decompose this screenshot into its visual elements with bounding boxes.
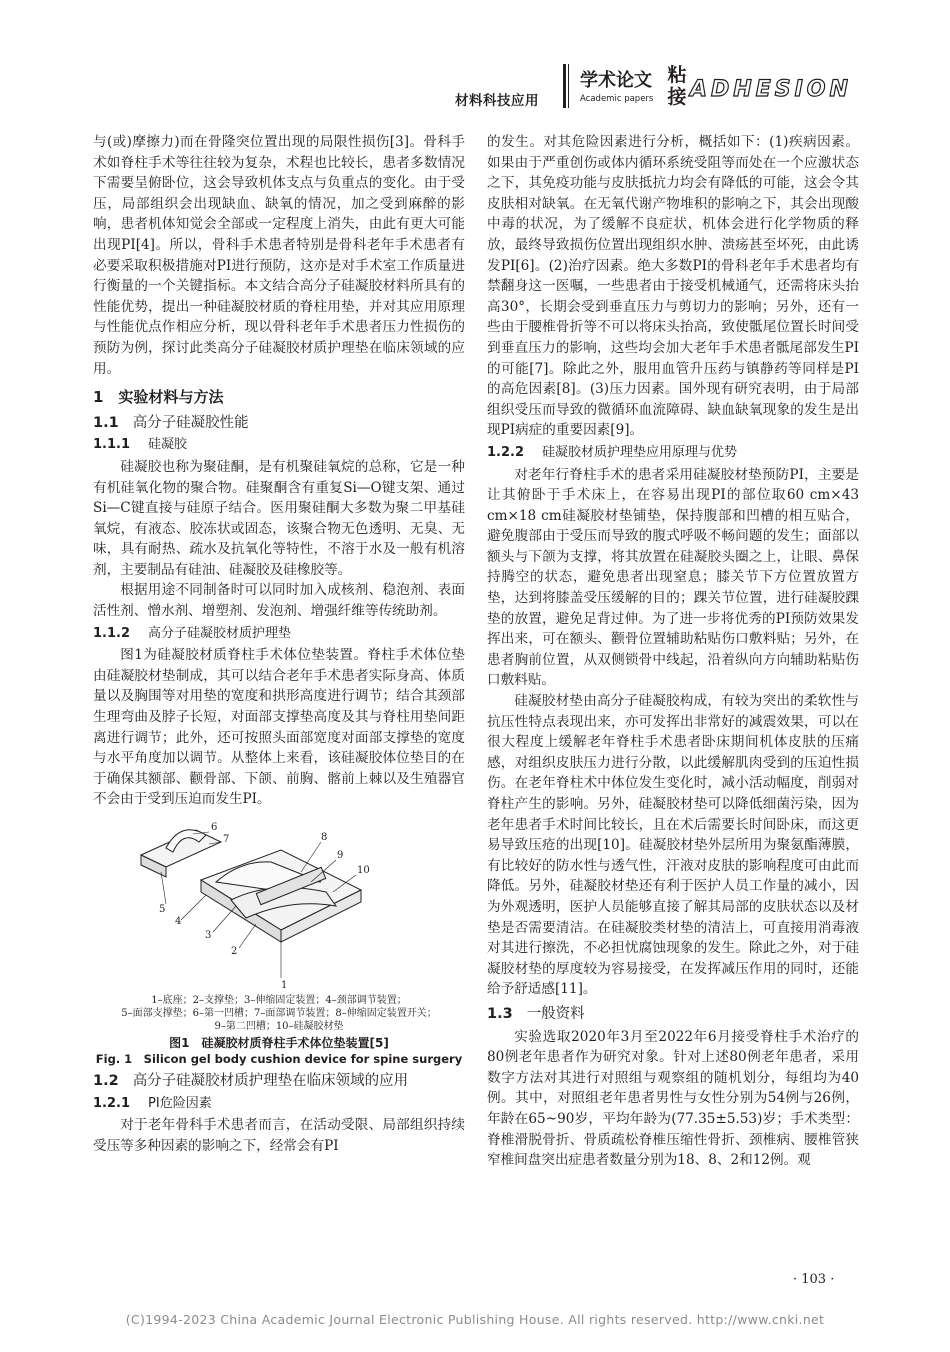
fig-label-10: 10 bbox=[357, 865, 370, 876]
paragraph: 的发生。对其危险因素进行分析，概括如下：(1)疾病因素。如果由于严重创伤或体内循环系统受阻等而处在一个应激状态之下，其免疫功能与皮肤抵抗力均会有降低的可能，这会令其皮肤相对缺氧。在无氧代谢产物堆积的影响之下，其会出现酸中毒的状况，为了缓解不良症状，机体会进行化学物质的释放，最终导致损伤位置出现组织水肿、溃疡甚至坏死，由此诱发PI[6]。(2)治疗因素。绝大多数PI的骨科老年手术患者均有禁翻身这一医嘱，一些患者由于接受机械通气，还需将床头抬高30°，长期会受到垂直压力与剪切力的影响；另外，还有一些由于腰椎骨折等不可以将床头抬高，致使骶尾位置长时间受到垂直压力的影响，这些均会加大老年手术患者骶尾部发生PI的可能[7]。除此之外，服用血管升压药与镇静药等同样是PI的高危因素[8]。(3)压力因素。国外现有研究表明，由于局部组织受压而导致的微循环血流障碍、缺血缺氧现象的发生是出现PI病症的重要因素[9]。 bbox=[487, 134, 859, 439]
heading-text: 高分子硅凝胶材质护理垫在临床领域的应用 bbox=[132, 1073, 409, 1089]
figure-legend: 5–面部支撑垫；6–第一凹槽；7–面部调节装置；8–伸缩固定装置开关； bbox=[121, 1008, 437, 1019]
figure-legend: 9–第二凹槽；10–硅凝胶材垫 bbox=[214, 1021, 344, 1032]
fig-label-6: 6 bbox=[211, 822, 218, 833]
subsection-heading bbox=[93, 413, 465, 434]
figure-legend: 1–底座；2–支撑垫；3–伸缩固定装置；4–颈部调节装置； bbox=[151, 995, 407, 1006]
paragraph: 对老年行脊柱手术的患者采用硅凝胶材垫预防PI，主要是让其俯卧于手术床上，在容易出现PI的部位取60 cm×43 cm×18 cm硅凝胶材垫铺垫，保持腹部和凹槽的相互贴合，避免腹部由于受压而导致的腹式呼吸不畅问题的发生；面部以额头与下颌为支撑，将其放置在硅凝胶头圈之上，让眼、鼻保持腾空的状态，避免患者出现窒息；膝关节下方位置放置方垫，达到将膝盖受压缓解的目的；踝关节位置，进行硅凝胶踝垫的放置，避免足背过伸。为了进一步将优秀的PI预防效果发挥出来，可在额头、颧骨位置辅助粘贴伤口敷料贴；另外，在患者胸前位置，从双侧锁骨中线起，沿着纵向方向辅助粘贴伤口敷料贴。 bbox=[487, 466, 859, 689]
paragraph: 图1为硅凝胶材质脊柱手术体位垫装置。脊柱手术体位垫由硅凝胶材垫制成，其可以结合老年手术患者实际身高、体质量以及胸围等对用垫的宽度和拱形高度进行调节；结合其颈部生理弯曲及脖子长短，对面部支撑垫高度及其与脊柱用垫间距离进行调节；此外，还可按照头面部宽度对面部支撑垫的宽度与水平角度加以调节。从整体上来看，该硅凝胶体位垫目的在于确保其额部、颧骨部、下颌、前胸、髂前上棘以及生殖器官不会由于受到压迫而发生PI。 bbox=[93, 647, 465, 808]
copyright-line: (C)1994-2023 China Academic Journal Electronic Publishing House. All rights reserved. http://www.cnki.net bbox=[125, 1312, 825, 1327]
heading-text: 高分子硅凝胶材质护理垫 bbox=[148, 625, 292, 641]
fig-label-3: 3 bbox=[205, 930, 212, 941]
paragraph: 硅凝胶材垫由高分子硅凝胶构成，有较为突出的柔软性与抗压性特点表现出来，亦可发挥出非常好的减震效果，可以在很大程度上缓解老年脊柱手术患者卧床期间机体皮肤的压痛感，对组织皮肤压力进行分散，以此缓解肌肉受到的压迫性损伤。在老年脊柱术中体位发生变化时，减小活动幅度，削弱对脊柱产生的影响。另外，硅凝胶材垫可以降低细菌污染，因为老年患者手术时间比较长，且在术后需要长时间卧床，而这更易导致压疮的出现[10]。硅凝胶材垫外层所用为聚氨酯薄膜，有比较好的防水性与透气性，汗液对皮肤的影响程度可由此而降低。另外，硅凝胶材垫还有利于医护人员工作量的减小，因为外观透明，医护人员能够直接了解其局部的皮肤状态以及材垫是否需要清洁。在硅凝胶类材垫的清洁上，可直接用消毒液对其进行擦洗，不必担忧腐蚀现象的发生。除此之外，对于硅凝胶材垫的厚度较为容易接受，在发挥减压作用的同时，还能给予舒适感[11]。 bbox=[487, 693, 859, 998]
subsection-heading bbox=[487, 1004, 859, 1025]
fig-label-4: 4 bbox=[175, 916, 182, 927]
academic-title: 学术论文 bbox=[580, 70, 652, 91]
paragraph: 根据用途不同制备时可以同时加入成核剂、稳泡剂、表面活性剂、憎水剂、增塑剂、发泡剂、增强纤维等传统助剂。 bbox=[93, 582, 465, 620]
left-column bbox=[93, 132, 465, 1156]
cushion-device-illustration bbox=[121, 820, 401, 990]
journal-logo-en: ADHESION bbox=[690, 77, 852, 102]
subsubsection-heading bbox=[93, 624, 465, 645]
page-header bbox=[0, 60, 950, 110]
heading-number: 1.1 bbox=[93, 414, 119, 431]
fig-label-2: 2 bbox=[231, 946, 238, 957]
section-title: 材料科技应用 bbox=[455, 93, 539, 109]
subsection-heading bbox=[93, 1071, 465, 1092]
section-heading: 1 实验材料与方法 bbox=[93, 388, 224, 407]
figure-caption-en: Fig. 1 Silicon gel body cushion device for spine surgery bbox=[95, 1052, 463, 1066]
paragraph: 与(或)摩擦力)而在骨隆突位置出现的局限性损伤[3]。骨科手术如脊柱手术等往往较为复杂，术程也比较长，患者多数情况下需要呈俯卧位，这会导致机体支点与负重点的变化。由于受压，局部组织会出现缺血、缺氧的情况，加之受到麻醉的影响，患者机体知觉会全部或一定程度上消失，由此有更大可能出现PI[4]。所以，骨科手术患者特别是骨科老年手术患者有必要采取积极措施对PI进行预防，这亦是对手术室工作质量进行衡量的一个关键指标。本文结合高分子硅凝胶材料所具有的性能优势，提出一种硅凝胶材质的脊柱用垫，并对其应用原理与性能优点作相应分析，现以骨科老年手术患者压力性损伤的预防为例，探讨此类高分子硅凝胶材质护理垫在临床领域的应用。 bbox=[93, 134, 465, 377]
heading-number: 1.2.1 bbox=[93, 1095, 131, 1111]
academic-title-en: Academic papers bbox=[580, 94, 654, 104]
heading-text: 高分子硅凝胶性能 bbox=[132, 414, 249, 431]
heading-text: 硅凝胶材质护理垫应用原理与优势 bbox=[542, 444, 738, 460]
heading-text: PI危险因素 bbox=[148, 1095, 212, 1111]
heading-number: 1.3 bbox=[487, 1005, 513, 1022]
fig-label-8: 8 bbox=[321, 832, 328, 843]
subsubsection-heading bbox=[487, 443, 859, 464]
leader-line bbox=[239, 924, 256, 948]
fig-label-5: 5 bbox=[159, 904, 166, 915]
page-number: · 103 · bbox=[793, 1272, 835, 1287]
subsubsection-heading bbox=[93, 1094, 465, 1115]
right-column bbox=[487, 132, 859, 1171]
figure-caption: 图1 硅凝胶材质脊柱手术体位垫装置[5] bbox=[169, 1036, 389, 1050]
fig-label-1: 1 bbox=[281, 980, 288, 990]
heading-number: 1.1.2 bbox=[93, 625, 131, 641]
heading-number: 1.2 bbox=[93, 1073, 119, 1089]
subsubsection-heading bbox=[93, 435, 465, 456]
paragraph: 实验选取2020年3月至2022年6月接受脊柱手术治疗的80例老年患者作为研究对象。针对上述80例老年患者，采用数字方法对其进行对照组与观察组的随机划分，每组均为40例。其中，对照组老年患者男性与女性分别为54例与26例，年龄在65~90岁，平均年龄为(77.35±5.53)岁；手术类型：脊椎滑脱骨折、骨质疏松脊椎压缩性骨折、颈椎病、腰椎管狭窄椎间盘突出症患者数量分别为18、8、2和12例。观 bbox=[487, 1028, 859, 1169]
heading-text: 一般资料 bbox=[526, 1005, 585, 1022]
journal-logo-cn: 粘接 bbox=[667, 64, 687, 108]
leader-line bbox=[213, 906, 236, 932]
paragraph: 对于老年骨科手术患者而言，在活动受限、局部组织持续受压等多种因素的影响之下，经常会有PI bbox=[93, 1117, 465, 1154]
academic-label bbox=[580, 66, 653, 104]
heading-text: 硅凝胶 bbox=[148, 437, 188, 453]
paragraph: 硅凝胶也称为聚硅酮，是有机聚硅氧烷的总称，它是一种有机硅氧化物的聚合物。硅聚酮含有重复Si—O键支架、通过Si—C键直接与硅原子结合。医用聚硅酮大多数为聚二甲基硅氧烷，有液态、胶冻状或固态，该聚合物无色透明、无臭、无味，具有耐热、疏水及抗氧化等特性，不溶于水及一般有机溶剂，主要制品有硅油、硅凝胶及硅橡胶等。 bbox=[93, 458, 465, 578]
figure-1 bbox=[93, 820, 465, 990]
leader-line bbox=[181, 895, 206, 920]
fig-label-7: 7 bbox=[223, 834, 230, 845]
header-divider bbox=[563, 64, 569, 108]
heading-number: 1.2.2 bbox=[487, 444, 525, 460]
heading-number: 1.1.1 bbox=[93, 437, 131, 453]
fig-label-9: 9 bbox=[337, 850, 344, 861]
